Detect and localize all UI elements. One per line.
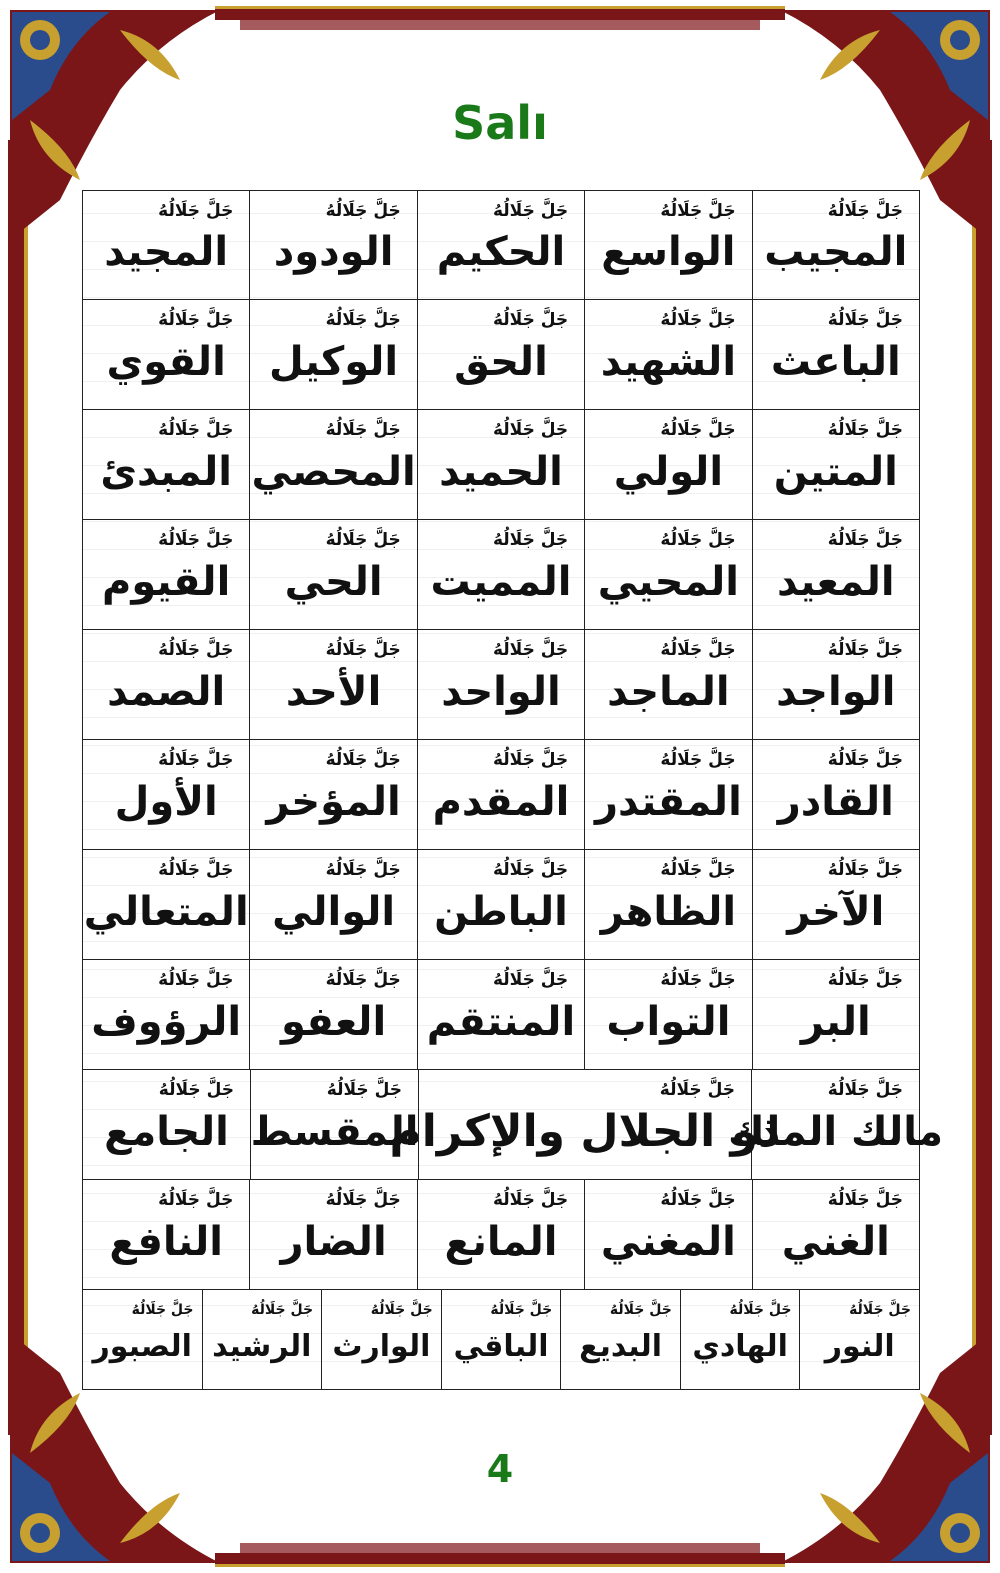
- divine-name: الجامع: [104, 1108, 229, 1155]
- divine-name: المقتدر: [594, 778, 742, 825]
- honorific-mark: جَلَّ جَلَالُهُ: [827, 860, 903, 880]
- name-cell: [753, 740, 920, 850]
- name-cell: [585, 740, 752, 850]
- divine-name: المانع: [444, 1218, 558, 1265]
- divine-name: الحق: [454, 338, 548, 385]
- honorific-mark: جَلَّ جَلَالُهُ: [660, 420, 736, 440]
- honorific-mark: جَلَّ جَلَالُهُ: [131, 1302, 194, 1318]
- name-cell: [83, 850, 250, 960]
- name-cell: [250, 630, 417, 740]
- name-cell: [322, 1290, 442, 1390]
- divine-name: الحكيم: [436, 229, 566, 275]
- honorific-mark: جَلَّ جَلَالُهُ: [492, 750, 569, 770]
- name-cell: [585, 960, 752, 1070]
- divine-name: الرؤوف: [91, 998, 242, 1045]
- divine-name: الضار: [280, 1218, 387, 1265]
- divine-name: النافع: [109, 1218, 223, 1265]
- left-border-bar: [8, 140, 24, 1435]
- divine-name: المتين: [773, 448, 898, 495]
- name-cell: [83, 520, 250, 630]
- name-cell: [83, 960, 250, 1070]
- name-cell: [250, 850, 417, 960]
- name-cell: [753, 410, 920, 520]
- grid-row: [82, 630, 920, 740]
- honorific-mark: جَلَّ جَلَالُهُ: [659, 1080, 735, 1100]
- honorific-mark: جَلَّ جَلَالُهُ: [158, 1190, 234, 1210]
- divine-name: المجيب: [764, 229, 908, 275]
- honorific-mark: جَلَّ جَلَالُهُ: [325, 310, 401, 330]
- divine-name: الباعث: [770, 338, 901, 385]
- grid-row: [82, 1070, 944, 1180]
- divine-name: المبدئ: [100, 448, 232, 495]
- divine-name: الوكيل: [269, 338, 399, 385]
- name-cell: [418, 520, 585, 630]
- name-cell: [753, 300, 920, 410]
- name-cell: [585, 1180, 752, 1290]
- grid-row: [82, 190, 920, 300]
- grid-row: [82, 300, 920, 410]
- honorific-mark: جَلَّ جَلَالُهُ: [849, 1302, 911, 1318]
- divine-name: الباطن: [434, 888, 568, 935]
- honorific-mark: جَلَّ جَلَالُهُ: [325, 1190, 401, 1210]
- divine-name: الحي: [284, 558, 383, 605]
- grid-row: [82, 1290, 920, 1390]
- name-cell: [753, 1180, 920, 1290]
- page-title: Salı: [452, 96, 548, 150]
- honorific-mark: جَلَّ جَلَالُهُ: [492, 640, 569, 660]
- honorific-mark: جَلَّ جَلَالُهُ: [660, 310, 736, 330]
- name-cell: [753, 850, 920, 960]
- name-cell: [250, 190, 417, 300]
- name-cell: [681, 1290, 801, 1390]
- divine-name: الهادي: [692, 1329, 788, 1364]
- name-cell: [418, 740, 585, 850]
- honorific-mark: جَلَّ جَلَالُهُ: [158, 420, 234, 440]
- honorific-mark: جَلَّ جَلَالُهُ: [325, 420, 401, 440]
- honorific-mark: جَلَّ جَلَالُهُ: [158, 640, 234, 660]
- name-cell: [83, 190, 250, 300]
- honorific-mark: جَلَّ جَلَالُهُ: [492, 420, 569, 440]
- name-cell: [83, 630, 250, 740]
- honorific-mark: جَلَّ جَلَالُهُ: [827, 640, 903, 660]
- divine-name: المقدم: [432, 778, 570, 825]
- name-cell: [418, 190, 585, 300]
- divine-name: الشهيد: [600, 338, 737, 385]
- honorific-mark: جَلَّ جَلَالُهُ: [660, 640, 736, 660]
- divine-name: القادر: [777, 778, 894, 825]
- honorific-mark: جَلَّ جَلَالُهُ: [827, 1190, 903, 1210]
- divine-name: الوالي: [272, 888, 396, 935]
- honorific-mark: جَلَّ جَلَالُهُ: [492, 530, 569, 550]
- honorific-mark: جَلَّ جَلَالُهُ: [492, 860, 569, 880]
- name-cell: [250, 1180, 417, 1290]
- name-cell: [753, 520, 920, 630]
- honorific-mark: جَلَّ جَلَالُهُ: [325, 970, 401, 990]
- divine-name: القوي: [106, 338, 226, 385]
- divine-name: مالك الملك: [727, 1108, 944, 1155]
- honorific-mark: جَلَّ جَلَالُهُ: [325, 640, 401, 660]
- honorific-mark: جَلَّ جَلَالُهُ: [158, 310, 234, 330]
- name-cell: [585, 850, 752, 960]
- honorific-mark: جَلَّ جَلَالُهُ: [827, 970, 903, 990]
- name-cell: [203, 1290, 323, 1390]
- honorific-mark: جَلَّ جَلَالُهُ: [609, 1302, 672, 1318]
- divine-name: القيوم: [102, 558, 231, 605]
- name-cell: [418, 300, 585, 410]
- divine-name: الأول: [114, 778, 218, 825]
- name-cell: [83, 300, 250, 410]
- honorific-mark: جَلَّ جَلَالُهُ: [660, 750, 736, 770]
- honorific-mark: جَلَّ جَلَالُهُ: [660, 201, 736, 221]
- name-cell: [418, 1180, 585, 1290]
- name-cell: [585, 520, 752, 630]
- divine-name: الباقي: [453, 1329, 549, 1364]
- grid-row: [82, 960, 920, 1070]
- divine-name: الولي: [613, 448, 724, 495]
- honorific-mark: جَلَّ جَلَالُهُ: [660, 970, 736, 990]
- honorific-mark: جَلَّ جَلَالُهُ: [492, 1190, 569, 1210]
- divine-name: المغني: [600, 1218, 736, 1265]
- bottom-border-bar: [215, 1553, 785, 1565]
- honorific-mark: جَلَّ جَلَالُهُ: [158, 1080, 234, 1100]
- name-cell: [418, 850, 585, 960]
- divine-name: الآخر: [787, 888, 885, 935]
- divine-name: الأحد: [285, 668, 382, 715]
- divine-name: الواسع: [601, 229, 736, 275]
- divine-name: الحميد: [439, 448, 563, 495]
- name-cell: [442, 1290, 562, 1390]
- divine-name: البديع: [579, 1329, 662, 1364]
- divine-name: المحيي: [597, 558, 739, 605]
- divine-name: المتعالي: [83, 888, 249, 935]
- honorific-mark: جَلَّ جَلَالُهُ: [370, 1302, 433, 1318]
- name-cell: [250, 520, 417, 630]
- honorific-mark: جَلَّ جَلَالُهُ: [492, 970, 569, 990]
- divine-name: ذو الجلال والإكرام: [389, 1106, 781, 1157]
- names-grid: [82, 190, 944, 1390]
- honorific-mark: جَلَّ جَلَالُهُ: [325, 860, 401, 880]
- honorific-mark: جَلَّ جَلَالُهُ: [660, 1190, 736, 1210]
- honorific-mark: جَلَّ جَلَالُهُ: [660, 530, 736, 550]
- grid-row: [82, 850, 920, 960]
- name-cell: [83, 740, 250, 850]
- honorific-mark: جَلَّ جَلَالُهُ: [251, 1302, 314, 1318]
- page-number: 4: [486, 1447, 514, 1491]
- divine-name: البر: [800, 998, 871, 1045]
- divine-name: المؤخر: [266, 778, 401, 825]
- honorific-mark: جَلَّ جَلَالُهُ: [492, 310, 569, 330]
- honorific-mark: جَلَّ جَلَالُهُ: [729, 1302, 792, 1318]
- honorific-mark: جَلَّ جَلَالُهُ: [158, 201, 234, 221]
- divine-name: المنتقم: [426, 998, 576, 1045]
- name-cell: [250, 960, 417, 1070]
- grid-row: [82, 520, 920, 630]
- name-cell: [753, 630, 920, 740]
- honorific-mark: جَلَّ جَلَالُهُ: [827, 420, 903, 440]
- divine-name: المحصي: [251, 448, 416, 495]
- honorific-mark: جَلَّ جَلَالُهُ: [660, 860, 736, 880]
- name-cell: [250, 410, 417, 520]
- honorific-mark: جَلَّ جَلَالُهُ: [158, 530, 234, 550]
- name-cell: [585, 300, 752, 410]
- name-cell: [83, 410, 250, 520]
- name-cell: [585, 190, 752, 300]
- honorific-mark: جَلَّ جَلَالُهُ: [158, 970, 234, 990]
- divine-name: الرشيد: [212, 1329, 312, 1364]
- name-cell: [585, 630, 752, 740]
- grid-row: [82, 410, 920, 520]
- honorific-mark: جَلَّ جَلَالُهُ: [158, 750, 234, 770]
- divine-name: المقسط: [250, 1108, 419, 1155]
- name-cell: [585, 410, 752, 520]
- divine-name: الودود: [273, 229, 394, 275]
- divine-name: الظاهر: [600, 888, 737, 935]
- divine-name: الواحد: [441, 668, 561, 715]
- honorific-mark: جَلَّ جَلَالُهُ: [492, 201, 569, 221]
- divine-name: التواب: [606, 998, 731, 1045]
- divine-name: المميت: [430, 558, 572, 605]
- grid-row: [82, 740, 920, 850]
- grid-row: [82, 1180, 920, 1290]
- honorific-mark: جَلَّ جَلَالُهُ: [326, 1080, 402, 1100]
- divine-name: المجيد: [104, 229, 229, 275]
- honorific-mark: جَلَّ جَلَالُهُ: [827, 530, 903, 550]
- divine-name: الوارث: [332, 1329, 431, 1364]
- name-cell: [753, 190, 920, 300]
- honorific-mark: جَلَّ جَلَالُهُ: [827, 201, 903, 221]
- divine-name: الغني: [781, 1218, 890, 1265]
- honorific-mark: جَلَّ جَلَالُهُ: [827, 1080, 903, 1100]
- name-cell: [418, 960, 585, 1070]
- divine-name: المعيد: [777, 558, 895, 605]
- name-cell: [250, 740, 417, 850]
- name-cell: [389, 1070, 781, 1180]
- honorific-mark: جَلَّ جَلَالُهُ: [158, 860, 234, 880]
- name-cell: [800, 1290, 920, 1390]
- name-cell: [83, 1070, 251, 1180]
- right-border-bar: [976, 140, 992, 1435]
- honorific-mark: جَلَّ جَلَالُهُ: [325, 530, 401, 550]
- name-cell: [251, 1070, 419, 1180]
- top-border-bar: [215, 8, 785, 20]
- name-cell: [418, 410, 585, 520]
- name-cell: [250, 300, 417, 410]
- name-cell: [83, 1290, 203, 1390]
- divine-name: الماجد: [607, 668, 730, 715]
- honorific-mark: جَلَّ جَلَالُهُ: [827, 750, 903, 770]
- name-cell: [83, 1180, 250, 1290]
- honorific-mark: جَلَّ جَلَالُهُ: [325, 750, 401, 770]
- divine-name: العفو: [280, 998, 387, 1045]
- honorific-mark: جَلَّ جَلَالُهُ: [827, 310, 903, 330]
- honorific-mark: جَلَّ جَلَالُهُ: [490, 1302, 553, 1318]
- name-cell: [561, 1290, 681, 1390]
- name-cell: [418, 630, 585, 740]
- divine-name: الصمد: [107, 668, 226, 715]
- divine-name: النور: [824, 1329, 895, 1364]
- honorific-mark: جَلَّ جَلَالُهُ: [325, 201, 401, 221]
- name-cell: [753, 960, 920, 1070]
- divine-name: الواجد: [776, 668, 896, 715]
- divine-name: الصبور: [92, 1329, 192, 1364]
